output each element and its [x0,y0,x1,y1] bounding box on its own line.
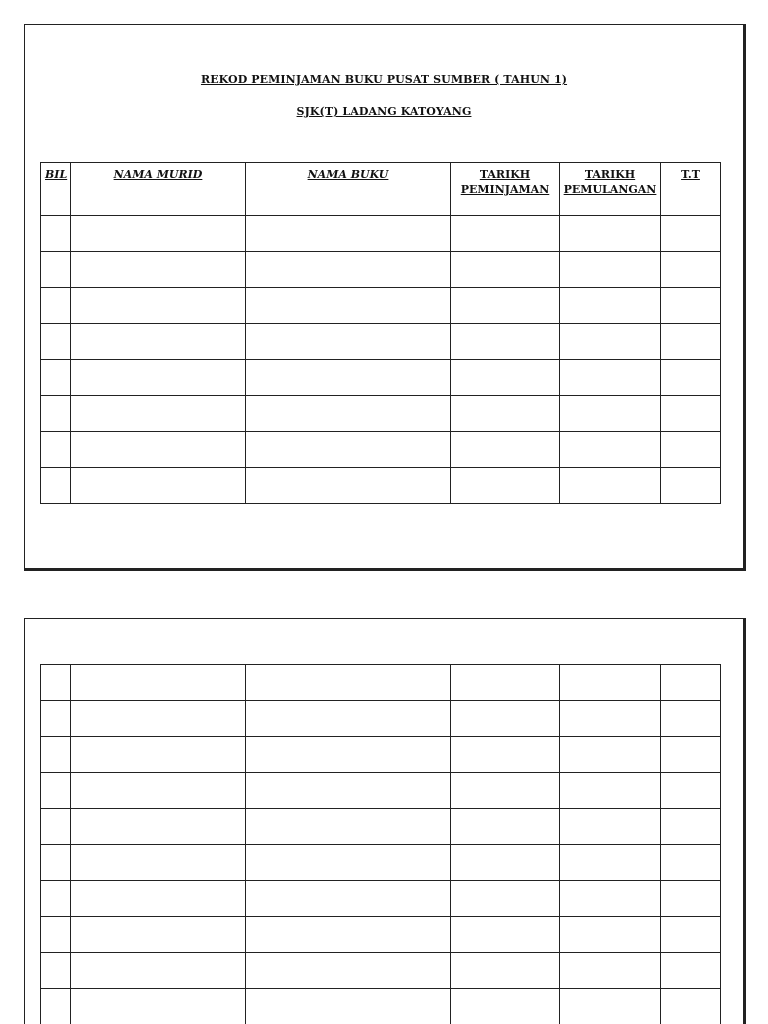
table-row [41,468,721,504]
cell-tarikh-pemulangan [560,917,661,953]
cell-bil [41,468,71,504]
table-row [41,845,721,881]
cell-nama-murid [71,396,246,432]
table-row [41,809,721,845]
cell-tarikh-pemulangan [560,953,661,989]
table-header-row [41,163,721,216]
cell-bil [41,917,71,953]
cell-tt [661,701,721,737]
cell-tt [661,737,721,773]
cell-tarikh-peminjaman [451,989,560,1024]
loan-record-table [40,162,721,504]
cell-nama-buku [246,773,451,809]
cell-tarikh-peminjaman [451,953,560,989]
header-nama-buku: NAMA BUKU [246,163,451,216]
cell-tarikh-peminjaman [451,252,560,288]
cell-nama-buku [246,737,451,773]
table-row [41,216,721,252]
cell-tarikh-peminjaman [451,665,560,701]
cell-tt [661,917,721,953]
table-row [41,396,721,432]
cell-nama-murid [71,809,246,845]
cell-nama-murid [71,665,246,701]
table-row [41,701,721,737]
cell-bil [41,845,71,881]
page-2 [24,618,746,1024]
cell-tt [661,809,721,845]
cell-nama-murid [71,881,246,917]
cell-nama-murid [71,216,246,252]
header-tarikh-pemulangan: TARIKH PEMULANGAN [560,163,661,216]
cell-tarikh-peminjaman [451,324,560,360]
cell-tarikh-peminjaman [451,845,560,881]
cell-tt [661,360,721,396]
header-bil: BIL [41,163,71,216]
cell-nama-murid [71,989,246,1024]
cell-tt [661,989,721,1024]
cell-tarikh-pemulangan [560,809,661,845]
cell-tt [661,881,721,917]
table-row [41,953,721,989]
cell-tarikh-pemulangan [560,845,661,881]
table-row [41,324,721,360]
cell-bil [41,432,71,468]
cell-nama-buku [246,360,451,396]
cell-tarikh-peminjaman [451,216,560,252]
cell-tarikh-peminjaman [451,809,560,845]
cell-nama-murid [71,432,246,468]
cell-nama-buku [246,701,451,737]
cell-bil [41,881,71,917]
table-row [41,665,721,701]
cell-tarikh-pemulangan [560,665,661,701]
cell-tarikh-peminjaman [451,396,560,432]
document-title: REKOD PEMINJAMAN BUKU PUSAT SUMBER ( TAHUN 1) [200,73,568,86]
cell-tarikh-pemulangan [560,288,661,324]
cell-nama-buku [246,845,451,881]
cell-tarikh-peminjaman [451,432,560,468]
cell-nama-buku [246,288,451,324]
table-row [41,773,721,809]
table-row [41,989,721,1024]
cell-nama-murid [71,953,246,989]
cell-nama-buku [246,989,451,1024]
cell-nama-buku [246,665,451,701]
cell-nama-buku [246,324,451,360]
cell-tarikh-peminjaman [451,701,560,737]
cell-tarikh-peminjaman [451,881,560,917]
cell-tarikh-pemulangan [560,360,661,396]
cell-nama-buku [246,881,451,917]
cell-nama-murid [71,288,246,324]
cell-nama-murid [71,252,246,288]
header-tarikh-peminjaman: TARIKH PEMINJAMAN [451,163,560,216]
cell-nama-buku [246,809,451,845]
cell-bil [41,396,71,432]
cell-nama-murid [71,845,246,881]
cell-tarikh-peminjaman [451,468,560,504]
page-1 [24,24,746,571]
table-row [41,432,721,468]
cell-bil [41,701,71,737]
cell-tt [661,665,721,701]
cell-tt [661,324,721,360]
cell-tarikh-pemulangan [560,396,661,432]
cell-tarikh-pemulangan [560,701,661,737]
cell-tt [661,288,721,324]
cell-bil [41,989,71,1024]
cell-tarikh-pemulangan [560,432,661,468]
cell-nama-murid [71,324,246,360]
cell-bil [41,288,71,324]
cell-nama-buku [246,252,451,288]
cell-tarikh-pemulangan [560,773,661,809]
cell-nama-murid [71,701,246,737]
cell-tarikh-peminjaman [451,917,560,953]
loan-record-table-continued [40,664,721,1024]
cell-tarikh-peminjaman [451,288,560,324]
cell-bil [41,216,71,252]
cell-nama-buku [246,917,451,953]
cell-bil [41,324,71,360]
cell-tt [661,953,721,989]
header-tt: T.T [661,163,721,216]
cell-bil [41,809,71,845]
table-row [41,737,721,773]
cell-tarikh-pemulangan [560,324,661,360]
cell-bil [41,360,71,396]
cell-tt [661,396,721,432]
table-row [41,360,721,396]
cell-tarikh-pemulangan [560,252,661,288]
table-row [41,252,721,288]
cell-tarikh-peminjaman [451,773,560,809]
cell-nama-murid [71,773,246,809]
header-nama-murid: NAMA MURID [71,163,246,216]
table-row [41,881,721,917]
table-row [41,917,721,953]
cell-tarikh-pemulangan [560,468,661,504]
cell-bil [41,737,71,773]
cell-tarikh-peminjaman [451,737,560,773]
cell-bil [41,773,71,809]
table-row [41,288,721,324]
cell-tarikh-pemulangan [560,989,661,1024]
cell-nama-buku [246,396,451,432]
cell-nama-murid [71,360,246,396]
cell-tt [661,252,721,288]
cell-nama-murid [71,737,246,773]
cell-bil [41,665,71,701]
cell-tt [661,432,721,468]
cell-tarikh-peminjaman [451,360,560,396]
cell-nama-buku [246,468,451,504]
cell-tt [661,216,721,252]
cell-tt [661,773,721,809]
cell-nama-murid [71,468,246,504]
cell-nama-murid [71,917,246,953]
cell-tarikh-pemulangan [560,216,661,252]
cell-nama-buku [246,216,451,252]
school-name: SJK(T) LADANG KATOYANG [296,105,472,118]
cell-tarikh-pemulangan [560,881,661,917]
cell-nama-buku [246,953,451,989]
cell-bil [41,252,71,288]
cell-tt [661,468,721,504]
cell-bil [41,953,71,989]
cell-nama-buku [246,432,451,468]
cell-tarikh-pemulangan [560,737,661,773]
cell-tt [661,845,721,881]
